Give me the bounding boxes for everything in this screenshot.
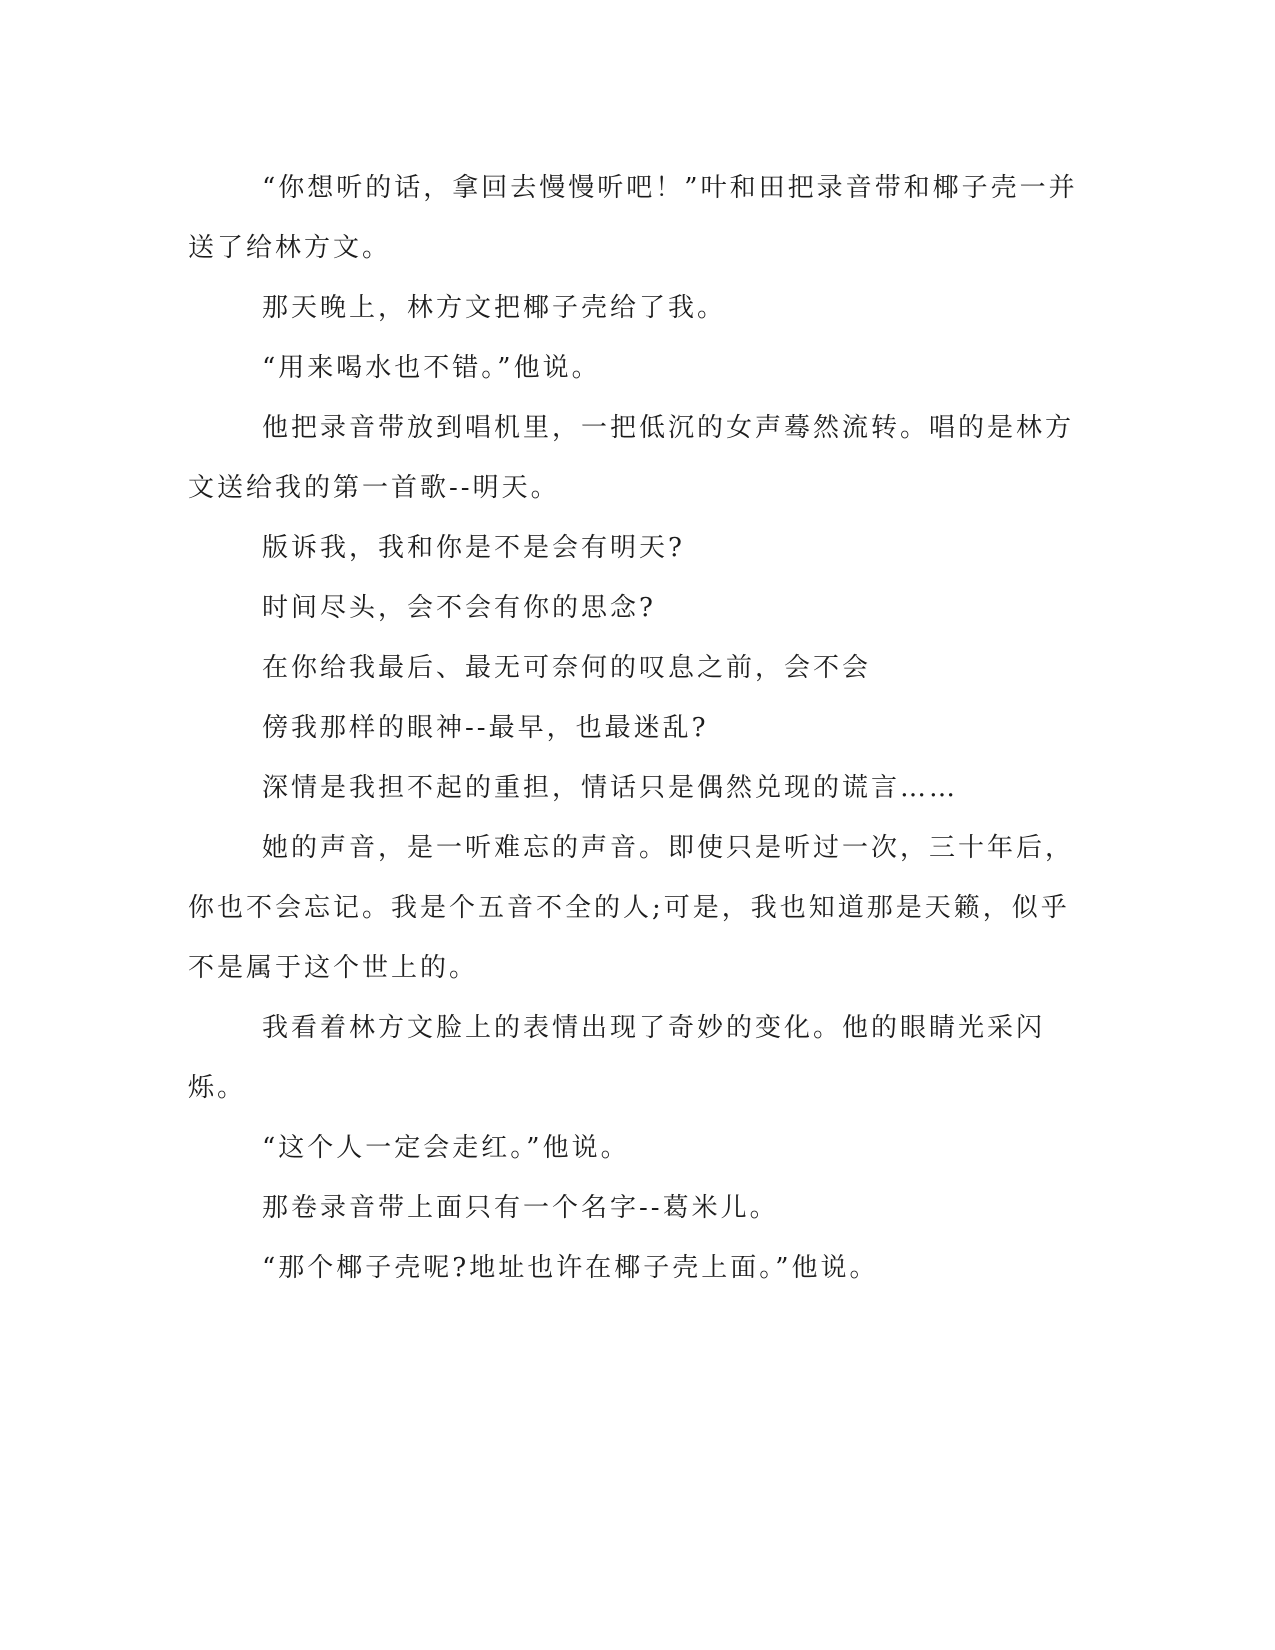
poem-line: 深情是我担不起的重担，情话只是偶然兑现的谎言…… xyxy=(262,773,959,803)
paragraph: 我看着林方文脸上的表情出现了奇妙的变化。他的眼睛光采闪烁。 xyxy=(188,1013,1046,1103)
paragraph: 那天晚上，林方文把椰子壳给了我。 xyxy=(262,293,727,323)
paragraph: “你想听的话，拿回去慢慢听吧！”叶和田把录音带和椰子壳一并送了给林方文。 xyxy=(188,173,1078,263)
body-text xyxy=(188,158,1088,1298)
paragraph: “用来喝水也不错。”他说。 xyxy=(262,353,601,383)
poem-line: 时间尽头，会不会有你的思念? xyxy=(262,593,656,623)
paragraph: “这个人一定会走红。”他说。 xyxy=(262,1133,630,1163)
poem-line: 傍我那样的眼神--最早，也最迷乱? xyxy=(262,713,709,743)
paragraph: “那个椰子壳呢?地址也许在椰子壳上面。”他说。 xyxy=(262,1253,879,1283)
paragraph: 他把录音带放到唱机里，一把低沉的女声蓦然流转。唱的是林方文送给我的第一首歌--明天。 xyxy=(188,413,1075,503)
paragraph: 那卷录音带上面只有一个名字--葛米儿。 xyxy=(262,1193,779,1223)
poem-line: 版诉我，我和你是不是会有明天? xyxy=(262,533,685,563)
paragraph: 她的声音，是一听难忘的声音。即使只是听过一次，三十年后，你也不会忘记。我是个五音不全的人;可是，我也知道那是天籁，似乎不是属于这个世上的。 xyxy=(188,833,1075,983)
poem-line: 在你给我最后、最无可奈何的叹息之前，会不会 xyxy=(262,653,872,683)
